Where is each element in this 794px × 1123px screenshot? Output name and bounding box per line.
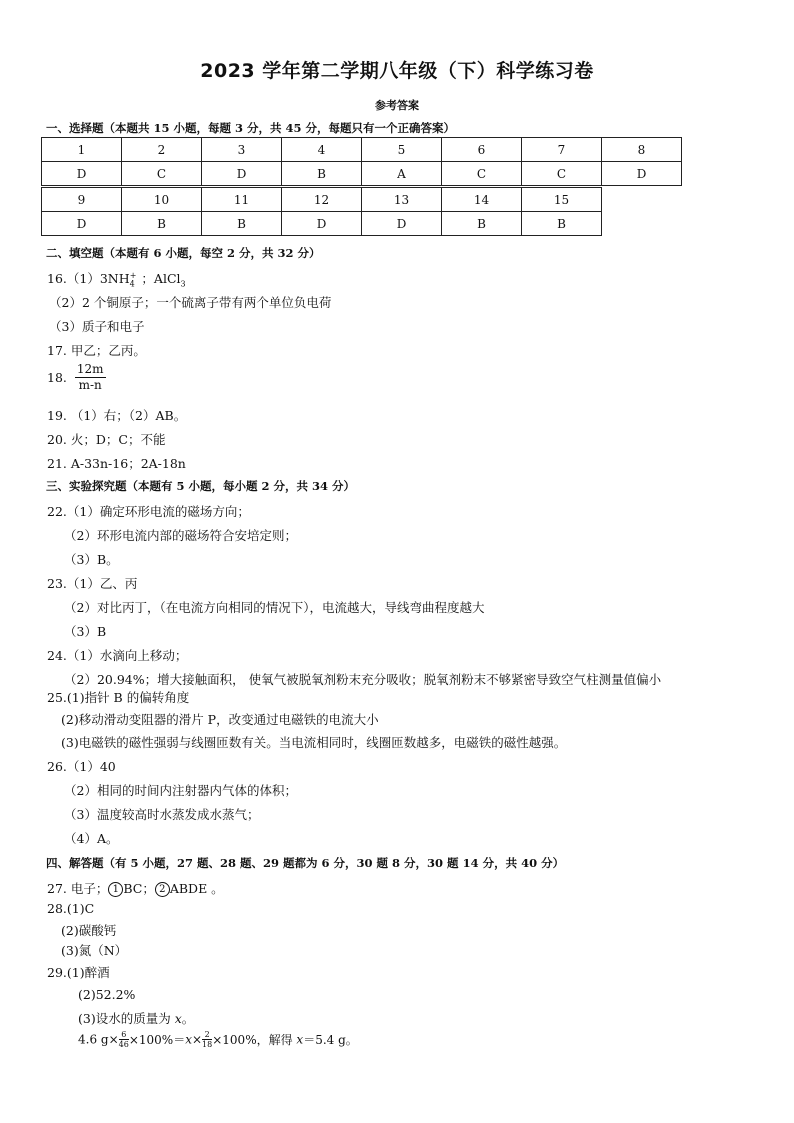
- page-subtitle: 参考答案: [375, 99, 419, 112]
- equation-text: ×: [191, 1032, 203, 1047]
- answer-26-3: （3）温度较高时水蒸发成水蒸气；: [64, 807, 260, 822]
- table-cell: B: [202, 212, 282, 236]
- table-cell: D: [42, 162, 122, 186]
- answer-20: 20. 火；D；C；不能: [47, 432, 166, 447]
- section2-heading: 二、填空题（本题有 6 小题，每空 2 分，共 32 分）: [46, 246, 321, 260]
- table-cell: 15: [522, 188, 602, 212]
- table-cell: A: [362, 162, 442, 186]
- fraction-2-18: [202, 1030, 212, 1049]
- table-cell: D: [202, 162, 282, 186]
- answer-16-1: [47, 269, 186, 289]
- answer-22-1: 22.（1）确定环形电流的磁场方向；: [47, 504, 250, 519]
- table-cell: 2: [122, 138, 202, 162]
- table-cell: 1: [42, 138, 122, 162]
- page-title: 2023 学年第二学期八年级（下）科学练习卷: [200, 60, 594, 82]
- answer-22-3: （3）B。: [64, 552, 119, 567]
- table-cell: B: [522, 212, 602, 236]
- variable-x: x: [174, 1011, 182, 1026]
- answer-text: BC；: [123, 881, 155, 896]
- equation-text: ×100%＝: [128, 1033, 186, 1047]
- answer-text: 16.（1）3NH: [47, 271, 130, 286]
- circled-number-1: 1: [108, 882, 123, 897]
- answer-25-3: (3)电磁铁的磁性强弱与线圈匝数有关。当电流相同时，线圈匝数越多，电磁铁的磁性越强。: [61, 735, 567, 750]
- answer-23-2: （2）对比丙丁，（在电流方向相同的情况下），电流越大，导线弯曲程度越大: [64, 600, 485, 615]
- answer-28-3: (3)氮（N）: [61, 943, 128, 958]
- answer-23-3: （3）B: [64, 624, 107, 639]
- fraction: [75, 362, 106, 393]
- table-row: [42, 138, 682, 162]
- table-cell: 11: [202, 188, 282, 212]
- table-row: [42, 162, 682, 186]
- answer-22-2: （2）环形电流内部的磁场符合安培定则；: [64, 528, 297, 543]
- answer-29-1: 29.(1)醉酒: [47, 965, 110, 980]
- answer-18-label: 18.: [47, 370, 67, 385]
- table-cell: 12: [282, 188, 362, 212]
- answer-text: (3)设水的质量为: [78, 1011, 175, 1026]
- table-cell: B: [122, 212, 202, 236]
- variable-x: x: [185, 1032, 192, 1047]
- table-row: [42, 212, 602, 236]
- fraction-numerator: 6: [119, 1030, 129, 1040]
- table-cell: 8: [602, 138, 682, 162]
- answer-16-3: （3）质子和电子: [49, 319, 145, 334]
- answer-16-2: （2）2 个铜原子；一个硫离子带有两个单位负电荷: [49, 295, 332, 310]
- subscript: 3: [180, 279, 186, 289]
- fraction-denominator: 18: [202, 1040, 213, 1049]
- answer-25-1: 25.(1)指针 B 的偏转角度: [47, 690, 190, 705]
- table-cell: 5: [362, 138, 442, 162]
- equation-text: ×100%，解得: [212, 1033, 297, 1047]
- table-cell: D: [362, 212, 442, 236]
- variable-x: x: [296, 1032, 304, 1047]
- answer-28-2: (2)碳酸钙: [61, 923, 117, 938]
- answer-26-1: 26.（1）40: [47, 759, 116, 774]
- answer-26-2: （2）相同的时间内注射器内气体的体积；: [64, 783, 297, 798]
- fraction-6-46: [119, 1030, 129, 1049]
- table-cell: 6: [442, 138, 522, 162]
- answer-26-4: （4）A。: [64, 831, 119, 846]
- answer-27: [47, 879, 224, 897]
- answer-text: ABDE 。: [169, 881, 224, 896]
- table-cell: D: [282, 212, 362, 236]
- answer-text: 。: [181, 1011, 195, 1026]
- table-cell: B: [442, 212, 522, 236]
- table-cell: 13: [362, 188, 442, 212]
- table-cell: 4: [282, 138, 362, 162]
- fraction-denominator: 46: [118, 1040, 129, 1049]
- superscript: +: [129, 270, 137, 280]
- section1-heading: 一、选择题（本题共 15 小题，每题 3 分，共 45 分，每题只有一个正确答案）: [46, 121, 456, 135]
- table-row: [42, 188, 602, 212]
- table-cell: C: [522, 162, 602, 186]
- answer-text: 27. 电子；: [47, 881, 109, 896]
- section3-heading: 三、实验探究题（本题有 5 小题，每小题 2 分，共 34 分）: [46, 479, 356, 493]
- circled-number-2: 2: [155, 882, 170, 897]
- answer-21: 21. A-33n-16；2A-18n: [47, 456, 186, 471]
- table-cell: 9: [42, 188, 122, 212]
- table-cell: C: [122, 162, 202, 186]
- answer-29-3: [78, 1009, 194, 1027]
- table-cell: 10: [122, 188, 202, 212]
- answer-table-row2: [41, 187, 602, 236]
- section4-heading: 四、解答题（有 5 小题，27 题、28 题、29 题都为 6 分，30 题 8 分，30 题 14 分，共 40 分）: [46, 856, 565, 870]
- table-cell: D: [602, 162, 682, 186]
- fraction-numerator: 12m: [76, 362, 104, 376]
- subscript: 4: [129, 279, 135, 289]
- equation-text: 4.6 g×: [78, 1032, 119, 1047]
- answer-23-1: 23.（1）乙、丙: [47, 576, 138, 591]
- answer-19: 19. （1）右；（2）AB。: [47, 408, 187, 423]
- table-cell: D: [42, 212, 122, 236]
- table-cell: B: [282, 162, 362, 186]
- answer-18: [47, 362, 106, 393]
- equation-text: ＝5.4 g。: [303, 1033, 358, 1047]
- table-cell: C: [442, 162, 522, 186]
- fraction-numerator: 2: [202, 1030, 212, 1040]
- answer-text: ；AlCl: [141, 271, 181, 286]
- table-cell: 7: [522, 138, 602, 162]
- answer-28-1: 28.(1)C: [47, 901, 95, 916]
- answer-29-2: (2)52.2%: [78, 987, 136, 1002]
- answer-29-equation: [78, 1030, 358, 1049]
- fraction-denominator: m-n: [78, 378, 102, 392]
- answer-24-2: （2）20.94%；增大接触面积， 使氧气被脱氧剂粉末充分吸收；脱氧剂粉末不够紧密导致空气柱测量值偏小: [64, 672, 662, 687]
- table-cell: 14: [442, 188, 522, 212]
- table-cell: 3: [202, 138, 282, 162]
- answer-17: 17. 甲乙；乙丙。: [47, 343, 146, 358]
- answer-24-1: 24.（1）水滴向上移动；: [47, 648, 188, 663]
- answer-25-2: (2)移动滑动变阻器的滑片 P，改变通过电磁铁的电流大小: [61, 712, 379, 727]
- answer-table-row1: [41, 137, 682, 186]
